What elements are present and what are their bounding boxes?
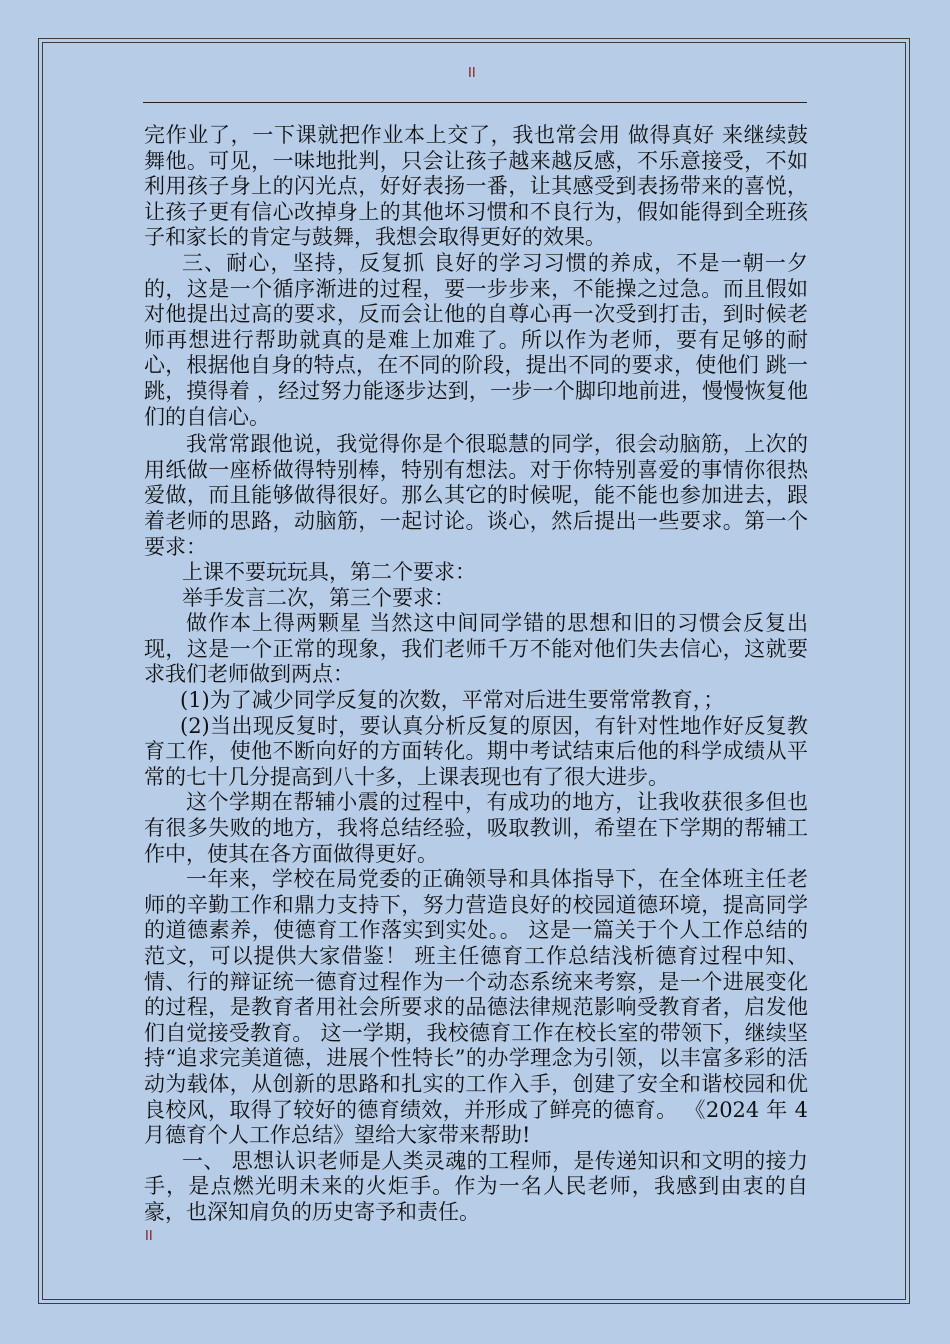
paragraph-year-review: 一年来，学校在局党委的正确领导和具体指导下，在全体班主任老师的辛勤工作和鼎力支持下，努力营造良好的校园道德环境，提高同学的道德素养，使德育工作落实到实处。。 这是一篇关于个人工作总结的范文，可以提供大家借鉴！ 班主任德育工作总结浅析德育过程中知、情、行的辩证统一德育过程作为一个动态系统来考察，是一个进展变化的过程，是教育者用社会所要求的品德法律规范影响受教育者，启发他们自觉接受教育。 这一学期，我校德育工作在校长室的带领下，继续坚持“追求完美道德，进展个性特长”的办学理念为引领，以丰富多彩的活动为载体，从创新的思路和扎实的工作入手，创建了安全和谐校园和优良校风，取得了较好的德育绩效，并形成了鲜亮的德育。 《2024 年 4 月德育个人工作总结》望给大家带来帮助!	[144, 867, 808, 1148]
paragraph-semester: 这个学期在帮辅小震的过程中，有成功的地方，让我收获很多但也有很多失败的地方，我将总结经验，吸取教训，希望在下学期的帮辅工作中，使其在各方面做得更好。	[144, 790, 808, 866]
paragraph-patience: 三、耐心，坚持，反复抓 良好的学习习惯的养成，不是一朝一夕的，这是一个循序渐进的过程，要一步步来，不能操之过急。而且假如对他提出过高的要求，反而会让他的自尊心再一次受到打击，到时候老师再想进行帮助就真的是难上加难了。所以作为老师，要有足够的耐心，根据他自身的特点，在不同的阶段，提出不同的要求，使他们 跳一跳，摸得着 ，经过努力能逐步达到，一步一个脚印地前进，慢慢恢复他们的自信心。	[144, 250, 808, 429]
paragraph-continuation: 完作业了，一下课就把作业本上交了，我也常会用 做得真好 来继续鼓舞他。可见，一味地批判，只会让孩子越来越反感，不乐意接受，不如利用孩子身上的闪光点，好好表扬一番，让其感受到表扬带来的喜悦，让孩子更有信心改掉身上的其他坏习惯和不良行为，假如能得到全班孩子和家长的肯定与鼓舞，我想会取得更好的效果。	[144, 123, 808, 250]
paragraph-requirement-3: 做作本上得两颗星 当然这中间同学错的思想和旧的习惯会反复出现，这是一个正常的现象，我们老师千万不能对他们失去信心，这就要求我们老师做到两点：	[144, 611, 808, 687]
document-body	[144, 123, 808, 1226]
paragraph-point-2: (2)当出现反复时，要认真分析反复的原因，有针对性地作好反复教育工作，使他不断向好的方面转化。期中考试结束后他的科学成绩从平常的七十几分提高到八十多，上课表现也有了很大进步。	[144, 713, 808, 789]
paragraph-thought: 一、 思想认识老师是人类灵魂的工程师，是传递知识和文明的接力手，是点燃光明未来的火炬手。作为一名人民老师，我感到由衷的自豪，也深知肩负的历史寄予和责任。	[144, 1148, 808, 1224]
paragraph-talk: 我常常跟他说，我觉得你是个很聪慧的同学，很会动脑筋，上次的用纸做一座桥做得特别棒，特别有想法。对于你特别喜爱的事情你很热爱做，而且能够做得很好。那么其它的时候呢，能不能也参加进去，跟着老师的思路，动脑筋，一起讨论。谈心，然后提出一些要求。第一个要求：	[144, 432, 808, 559]
paragraph-requirement-1: 上课不要玩玩具，第二个要求：	[182, 560, 476, 585]
paragraph-requirement-2: 举手发言二次，第三个要求：	[182, 585, 455, 610]
footer-mark: II	[145, 1229, 153, 1244]
header-mark: II	[468, 66, 476, 81]
header-rule	[143, 102, 807, 103]
paragraph-point-1: (1)为了减少同学反复的次数，平常对后进生要常常教育，；	[180, 688, 725, 713]
